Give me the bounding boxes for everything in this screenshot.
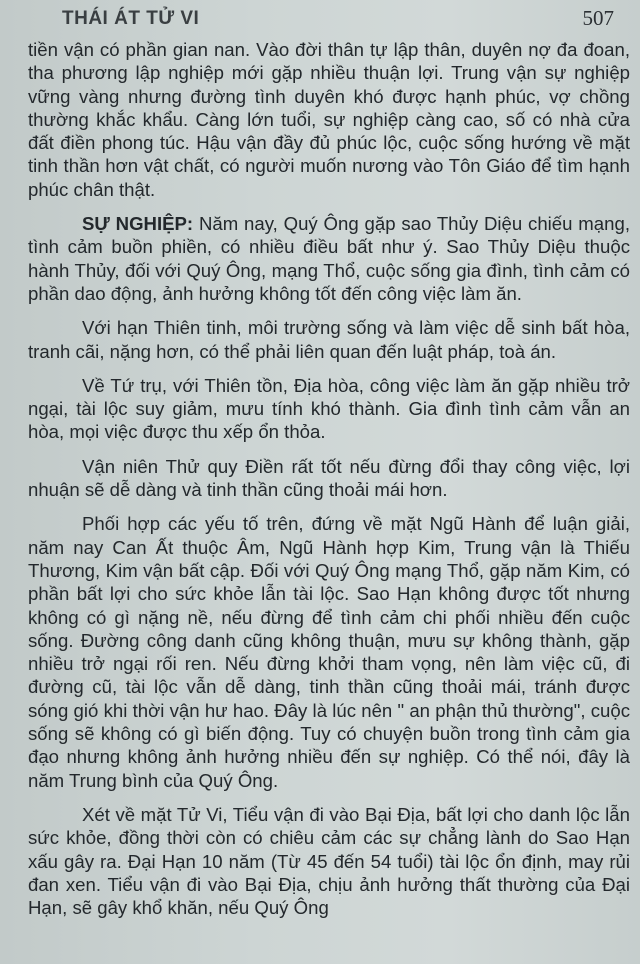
- paragraph-text: Phối hợp các yếu tố trên, đứng về mặt Ngũ Hành để luận giải, năm nay Can Ất thuộc Âm, Ngũ Hành hợp Kim, Trung vận là Thiếu Thương, Kim vận bất cập. Đối với Quý Ông mạng Thổ, gặp năm Kim, có phần bất lợi cho sức khỏe lẫn tài lộc. Sao Hạn không được tốt nhưng không có gì nặng nề, nếu đừng để tình cảm chi phối nhiều đến cuộc sống. Đường công danh cũng không thuận, mưu sự không thành, gặp nhiều trở ngại rối ren. Nếu đừng khởi tham vọng, nên làm việc cũ, đi đường cũ, tài lộc vẫn dễ dàng, tinh thần cũng thoải mái, tránh được sóng gió khi thời vận hư hao. Đây là lúc nên " an phận thủ thường", cuộc sống sẽ không có gì biến động. Tuy có chuyện buồn trong tình cảm gia đạo nhưng không ảnh hưởng nhiều đến sự nghiệp. Có thể nói, đây là năm Trung bình của Quý Ông.: [28, 513, 630, 791]
- paragraph-van-nien: [28, 455, 630, 502]
- running-title: THÁI ÁT TỬ VI: [62, 8, 200, 29]
- page-number: 507: [582, 6, 614, 30]
- paragraph-su-nghiep: [28, 212, 630, 305]
- paragraph-text: Về Tứ trụ, với Thiên tồn, Địa hòa, công việc làm ăn gặp nhiều trở ngại, tài lộc suy giảm, mưu tính khó thành. Gia đình tình cảm vẫn an hòa, mọi việc được thu xếp ổn thỏa.: [28, 374, 630, 443]
- paragraph-tu-vi: [28, 803, 630, 919]
- section-heading: SỰ NGHIỆP:: [82, 213, 194, 235]
- paragraph-ngu-hanh: [28, 512, 630, 792]
- paragraph-text: Xét về mặt Tử Vi, Tiểu vận đi vào Bại Địa, bất lợi cho danh lộc lẫn sức khỏe, đồng thời còn có chiêu cảm các sự chẳng lành do Sao Hạn xấu gây ra. Đại Hạn 10 năm (Từ 45 đến 54 tuổi) tài lộc ổn định, may rủi đan xen. Tiểu vận đi vào Bại Địa, chịu ảnh hưởng thất thường của Đại Hạn, sẽ gây khổ khăn, nếu Quý Ông: [28, 803, 630, 919]
- paragraph-tu-tru: [28, 374, 630, 444]
- paragraph-thien-tinh: [28, 316, 630, 363]
- paragraph-text: Với hạn Thiên tinh, môi trường sống và làm việc dễ sinh bất hòa, tranh cãi, nặng hơn, có thể phải liên quan đến luật pháp, toà án.: [28, 317, 630, 362]
- paragraph-text: Năm nay, Quý Ông gặp sao Thủy Diệu chiếu mạng, tình cảm buồn phiền, có nhiều điều bất như ý. Sao Thủy Diệu thuộc hành Thủy, đối với Quý Ông, mạng Thổ, cuộc sống gia đình, tình cảm có phần dao động, ảnh hưởng không tốt đến công việc làm ăn.: [28, 213, 630, 304]
- page-header: [62, 6, 620, 40]
- body-text: [28, 38, 630, 930]
- paragraph-text: tiền vận có phần gian nan. Vào đời thân tự lập thân, duyên nợ đa đoan, tha phương lập nghiệp mới gặp nhiều thuận lợi. Trung vận sự nghiệp vững vàng nhưng đường tình duyên khó được hạnh phúc, vợ chồng thường khắc khẩu. Càng lớn tuổi, sự nghiệp càng cao, số có nhà cửa đất điền phong túc. Hậu vận đầy đủ phúc lộc, cuộc sống hướng về mặt tinh thần hơn vật chất, có người muốn nương vào Tôn Giáo để tìm hạnh phúc chân thật.: [28, 39, 630, 200]
- paragraph-continuation: [28, 38, 630, 201]
- paragraph-text: Vận niên Thử quy Điền rất tốt nếu đừng đổi thay công việc, lợi nhuận sẽ dễ dàng và tinh thần cũng thoải mái hơn.: [28, 455, 630, 501]
